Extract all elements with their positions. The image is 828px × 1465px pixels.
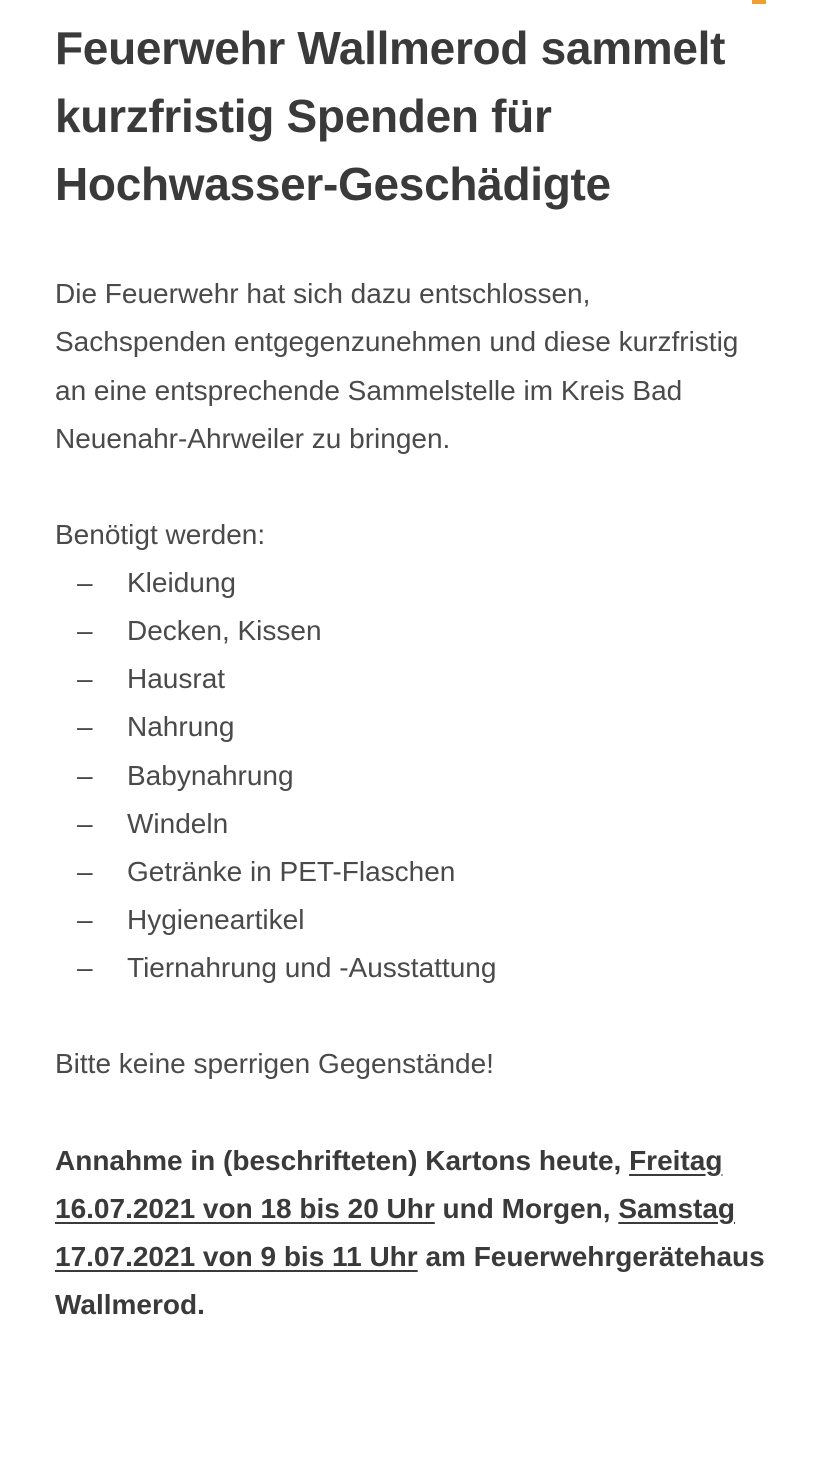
list-item-label: Hygieneartikel	[127, 904, 305, 936]
list-item	[55, 607, 773, 655]
bullet-dash-icon: –	[77, 904, 93, 936]
list-item-label: Babynahrung	[127, 759, 294, 791]
pickup-time-saturday: Samstag 17.07.2021 von 9 bis 11 Uhr	[55, 1192, 736, 1272]
list-item-label: Nahrung	[127, 711, 235, 743]
list-item-label: Kleidung	[127, 567, 236, 599]
bullet-dash-icon: –	[77, 615, 93, 647]
note-paragraph: Bitte keine sperrigen Gegenstände!	[55, 1048, 494, 1080]
bullet-dash-icon: –	[77, 855, 93, 887]
list-item-label: Hausrat	[127, 663, 226, 695]
intro-paragraph: Die Feuerwehr hat sich dazu entschlossen, Sachspenden entgegenzunehmen und diese kurzfristig an eine entsprechende Sammelstelle im Kreis Bad Neuenahr-Ahrweiler zu bringen.	[55, 278, 739, 454]
accent-marker	[752, 0, 766, 4]
bullet-dash-icon: –	[77, 663, 93, 695]
bullet-dash-icon: –	[77, 952, 93, 984]
bullet-dash-icon: –	[77, 567, 93, 599]
needs-list-heading: Benötigt werden:	[55, 518, 266, 550]
bullet-dash-icon: –	[77, 807, 93, 839]
page-title: Feuerwehr Wallmerod sammelt kurzfristig Spenden für Hochwasser-Geschädigte	[55, 22, 726, 211]
bullet-dash-icon: –	[77, 759, 93, 791]
list-item	[55, 848, 773, 896]
list-item	[55, 800, 773, 848]
list-item-label: Tiernahrung und -Ausstattung	[127, 952, 497, 984]
list-item-label: Decken, Kissen	[127, 615, 322, 647]
list-item	[55, 559, 773, 607]
pickup-text-part3: am Feuerwehrgerätehaus Wallmerod.	[55, 1240, 765, 1321]
list-item	[55, 703, 773, 751]
list-item-label: Getränke in PET-Flaschen	[127, 855, 456, 887]
list-item	[55, 944, 773, 992]
pickup-time-friday: Freitag 16.07.2021 von 18 bis 20 Uhr	[55, 1144, 723, 1224]
bullet-dash-icon: –	[77, 711, 93, 743]
list-item	[55, 896, 773, 944]
needs-list	[55, 559, 773, 992]
pickup-text-part1: Annahme in (beschrifteten) Kartons heute,	[55, 1144, 630, 1176]
list-item-label: Windeln	[127, 807, 229, 839]
list-item	[55, 655, 773, 703]
list-item	[55, 752, 773, 800]
pickup-text-part2: und Morgen,	[434, 1192, 619, 1224]
pickup-info	[55, 1137, 773, 1330]
